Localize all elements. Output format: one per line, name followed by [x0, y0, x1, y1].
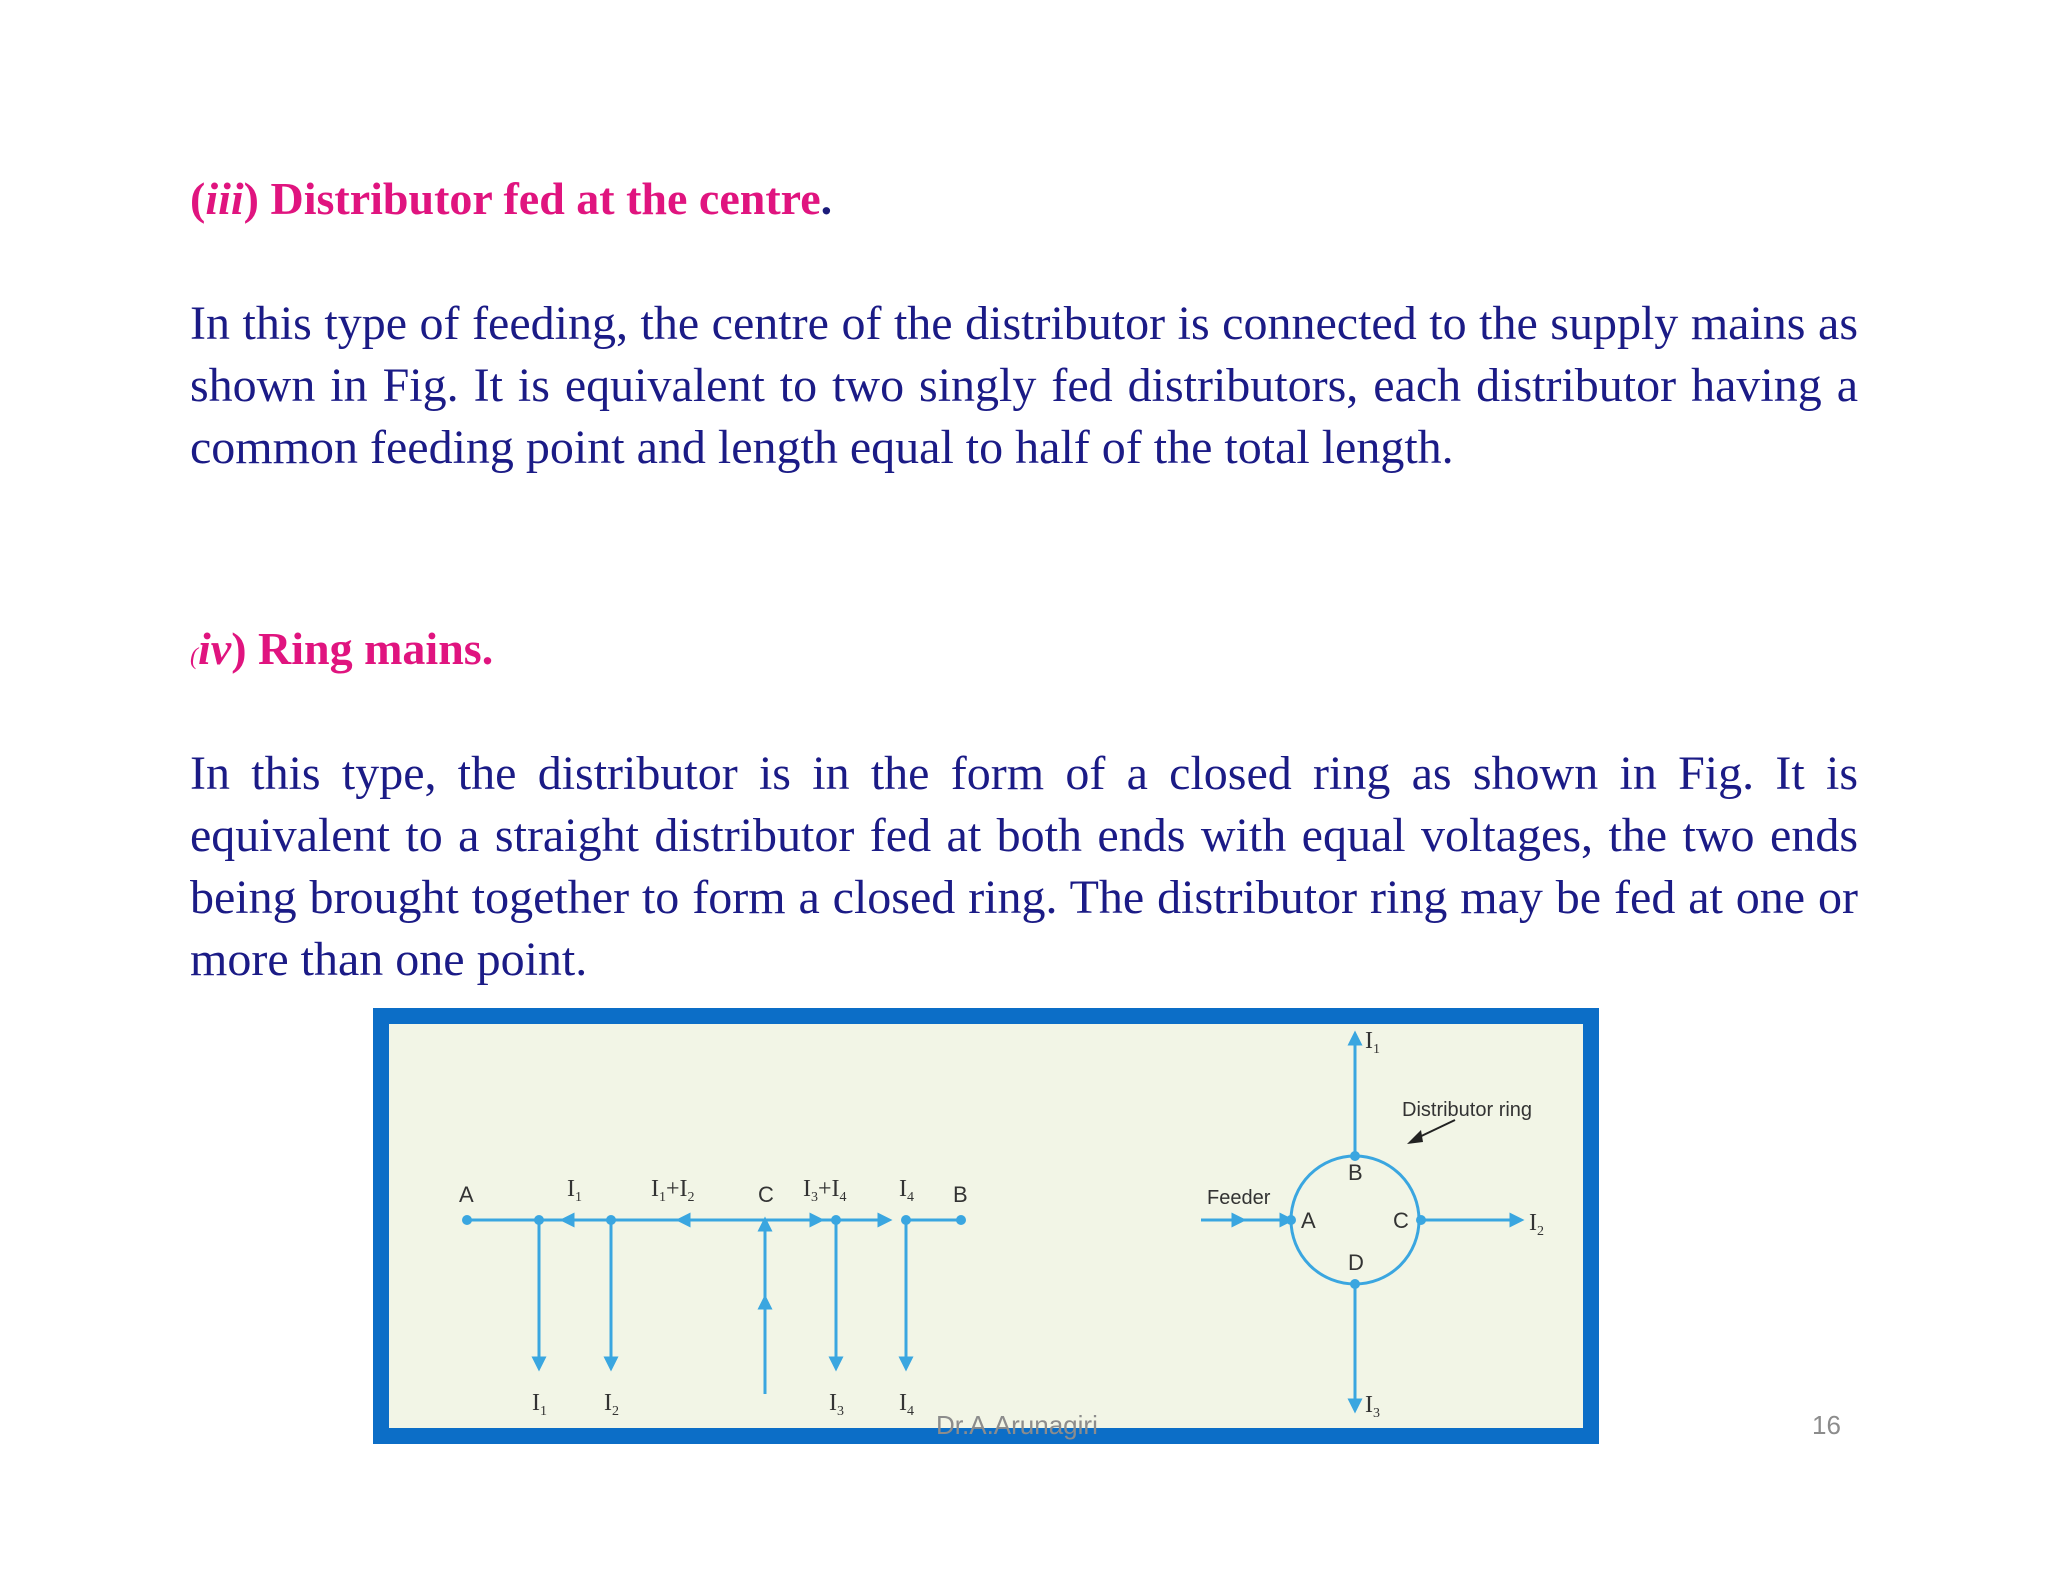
label-ring-i2: $I_2$ — [1529, 1210, 1544, 1239]
label-b: B — [953, 1182, 968, 1207]
heading-paren: ( — [190, 644, 198, 670]
footer-author: Dr.A.Arunagiri — [936, 1410, 1098, 1440]
label-bottom-i2: $I_2$ — [604, 1390, 619, 1419]
node-ring-a — [1286, 1215, 1296, 1225]
label-a: A — [459, 1182, 474, 1207]
node-ring-d — [1350, 1279, 1360, 1289]
label-i4: $I_4$ — [899, 1176, 914, 1205]
node-tap-3 — [831, 1215, 841, 1225]
label-ring-d: D — [1348, 1250, 1364, 1275]
label-bottom-i4: $I_4$ — [899, 1390, 914, 1419]
node-ring-c — [1416, 1215, 1426, 1225]
paragraph-ring-mains: In this type, the distributor is in the form of a closed ring as shown in Fig. It is equivalent to a straight distributor fed at both ends with equal voltages, the two ends being brought together to form a closed ring. The distributor ring may be fed at one or more than one point. — [190, 747, 1858, 986]
label-bottom-i1: $I_1$ — [532, 1390, 547, 1419]
label-c: C — [758, 1182, 774, 1207]
node-a — [462, 1215, 472, 1225]
label-i1: $I_1$ — [567, 1176, 582, 1205]
heading-title: ) Distributor fed at the centre — [243, 173, 821, 224]
label-i3-plus-i4: $I_3+I_4$ — [803, 1176, 847, 1205]
label-distributor-ring: Distributor ring — [1402, 1099, 1533, 1121]
label-ring-c: C — [1393, 1208, 1409, 1233]
heading-numeral: iii — [205, 173, 244, 224]
node-b — [956, 1215, 966, 1225]
figure-distributor-diagrams — [373, 1008, 1599, 1444]
label-ring-i1: $I_1$ — [1365, 1028, 1380, 1057]
heading-numeral: iv — [198, 623, 232, 674]
heading-paren: ( — [190, 173, 206, 224]
paragraph-centre-fed: In this type of feeding, the centre of the distributor is connected to the supply mains as shown in Fig. It is equivalent to two singly fed distributors, each distributor having a common feeding point and length equal to half of the total length. — [190, 297, 1858, 474]
label-i1-plus-i2: $I_1+I_2$ — [651, 1176, 695, 1205]
node-tap-2 — [606, 1215, 616, 1225]
heading-ring-mains — [190, 622, 493, 675]
label-ring-b: B — [1348, 1160, 1363, 1185]
label-feeder: Feeder — [1207, 1187, 1271, 1209]
label-ring-a: A — [1301, 1208, 1316, 1233]
node-tap-1 — [534, 1215, 544, 1225]
heading-title: ) Ring mains. — [231, 623, 494, 674]
label-bottom-i3: $I_3$ — [829, 1390, 844, 1419]
heading-distributor-fed-at-centre — [190, 172, 832, 225]
diagram-svg — [389, 1024, 1583, 1428]
label-ring-i3: $I_3$ — [1365, 1392, 1380, 1421]
page-number: 16 — [1812, 1410, 1841, 1440]
heading-period: . — [820, 173, 833, 224]
node-tap-4 — [901, 1215, 911, 1225]
